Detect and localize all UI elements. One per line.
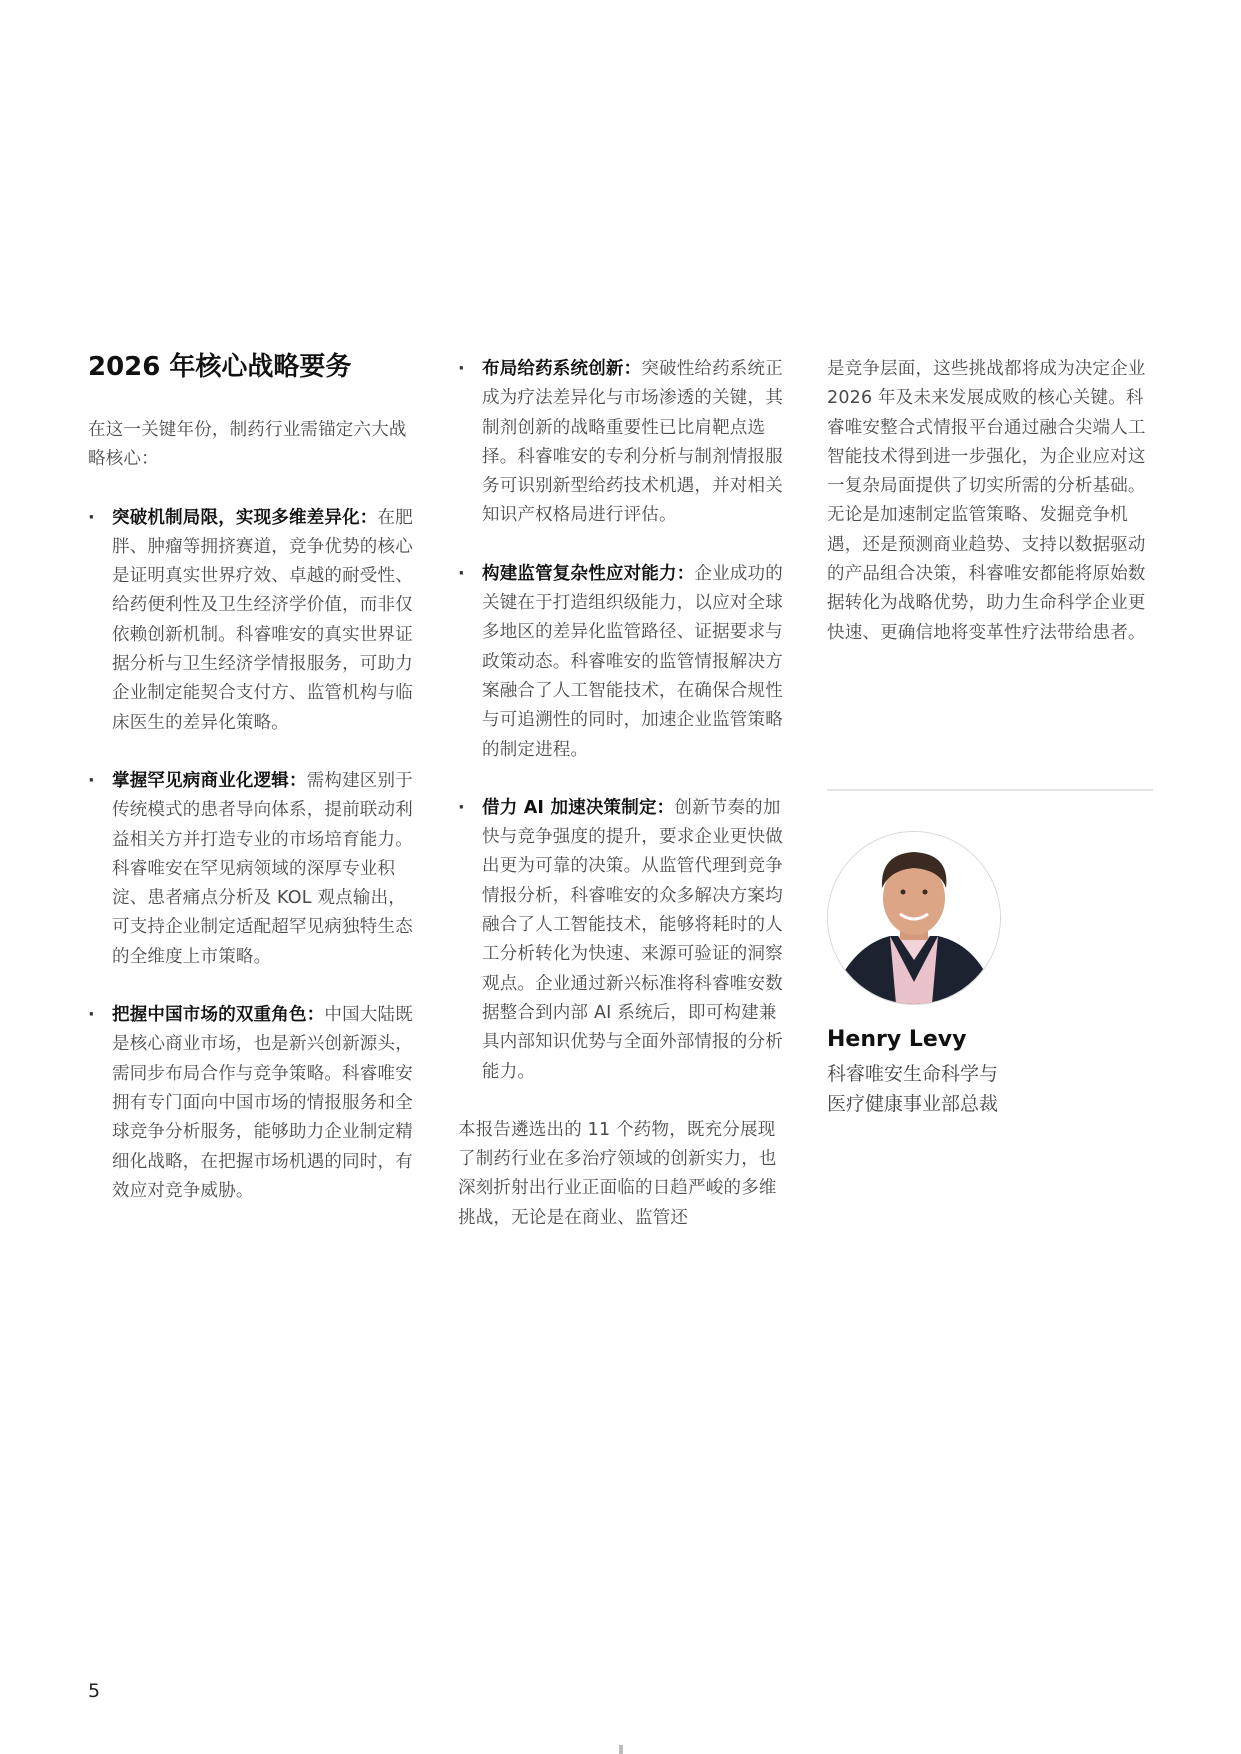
strategy-list-1 xyxy=(88,504,416,1207)
column-3 xyxy=(827,355,1155,648)
author-name: Henry Levy xyxy=(827,1027,967,1052)
bullet-body: 企业成功的关键在于打造组织级能力，以应对全球多地区的差异化监管路径、证据要求与政策动态。科睿唯安的监管情报解决方案融合了人工智能技术，在确保合规性与可追溯性的同时，加速企业监管策略的制定进程。 xyxy=(482,563,783,760)
author-title-line2: 医疗健康事业部总裁 xyxy=(827,1093,999,1115)
bullet-body: 需构建区别于传统模式的患者导向体系，提前联动利益相关方并打造专业的市场培育能力。科睿唯安在罕见病领域的深厚专业积淀、患者痛点分析及 KOL 观点输出，可支持企业制定适配超罕见病独特生态的全维度上市策略。 xyxy=(112,770,413,967)
bullet-icon: · xyxy=(88,770,95,791)
bullet-lead: 突破机制局限，实现多维差异化： xyxy=(112,507,378,528)
continuation-paragraph: 是竞争层面，这些挑战都将成为决定企业 2026 年及未来发展成败的核心关键。科睿唯安整合式情报平台通过融合尖端人工智能技术得到进一步强化，为企业应对这一复杂局面提供了切实所需的分析基础。无论是加速制定监管策略、发掘竞争机遇，还是预测商业趋势、支持以数据驱动的产品组合决策，科睿唯安都能将原始数据转化为战略优势，助力生命科学企业更快速、更确信地将变革性疗法带给患者。 xyxy=(827,359,1146,643)
bullet-body: 在肥胖、肿瘤等拥挤赛道，竞争优势的核心是证明真实世界疗效、卓越的耐受性、给药便利性及卫生经济学价值，而非仅依赖创新机制。科睿唯安的真实世界证据分析与卫生经济学情报服务，可助力企业制定能契合支付方、监管机构与临床医生的差异化策略。 xyxy=(112,507,413,733)
bullet-icon: · xyxy=(88,507,95,528)
bullet-lead: 把握中国市场的双重角色： xyxy=(112,1005,325,1026)
author-avatar xyxy=(827,831,1001,1005)
bullet-item xyxy=(88,767,416,972)
page-mark xyxy=(619,1745,623,1754)
strategy-list-2 xyxy=(458,355,786,1087)
divider xyxy=(827,789,1153,791)
bullet-body: 创新节奏的加快与竞争强度的提升，要求企业更快做出更为可靠的决策。从监管代理到竞争情报分析，科睿唯安的众多解决方案均融合了人工智能技术，能够将耗时的人工分析转化为快速、来源可验证的洞察观点。企业通过新兴标准将科睿唯安数据整合到内部 AI 系统后，即可构建兼具内部知识优势与全面外部情报的分析能力。 xyxy=(482,797,783,1082)
page-number: 5 xyxy=(88,1680,101,1702)
bullet-icon: · xyxy=(458,359,465,379)
portrait-photo-icon xyxy=(828,832,1000,1004)
bullet-icon: · xyxy=(458,563,465,584)
bullet-item xyxy=(458,355,786,531)
bullet-lead: 布局给药系统创新： xyxy=(482,359,642,379)
bullet-item xyxy=(88,1001,416,1206)
bullet-icon: · xyxy=(88,1005,95,1026)
author-title-line1: 科睿唯安生命科学与 xyxy=(827,1063,999,1085)
bullet-body: 突破性给药系统正成为疗法差异化与市场渗透的关键，其制剂创新的战略重要性已比肩靶点选择。科睿唯安的专利分析与制剂情报服务可识别新型给药技术机遇，并对相关知识产权格局进行评估。 xyxy=(482,359,783,526)
bullet-lead: 掌握罕见病商业化逻辑： xyxy=(112,770,307,791)
bullet-icon: · xyxy=(458,797,465,818)
bullet-item xyxy=(458,794,786,1087)
bullet-lead: 构建监管复杂性应对能力： xyxy=(482,563,695,584)
section-heading: 2026 年核心战略要务 xyxy=(88,352,352,382)
bullet-item xyxy=(88,504,416,738)
author-title xyxy=(827,1059,998,1119)
closing-paragraph: 本报告遴选出的 11 个药物，既充分展现了制药行业在多治疗领域的创新实力，也深刻折射出行业正面临的日趋严峻的多维挑战，无论是在商业、监管还 xyxy=(458,1119,777,1228)
intro-paragraph: 在这一关键年份，制药行业需锚定六大战略核心： xyxy=(88,420,407,470)
bullet-body: 中国大陆既是核心商业市场，也是新兴创新源头，需同步布局合作与竞争策略。科睿唯安拥有专门面向中国市场的情报服务和全球竞争分析服务，能够助力企业制定精细化战略，在把握市场机遇的同时，有效应对竞争威胁。 xyxy=(112,1005,413,1201)
bullet-lead: 借力 AI 加速决策制定： xyxy=(482,797,675,818)
column-1 xyxy=(88,350,416,1206)
column-2 xyxy=(458,355,786,1233)
bullet-item xyxy=(458,560,786,765)
